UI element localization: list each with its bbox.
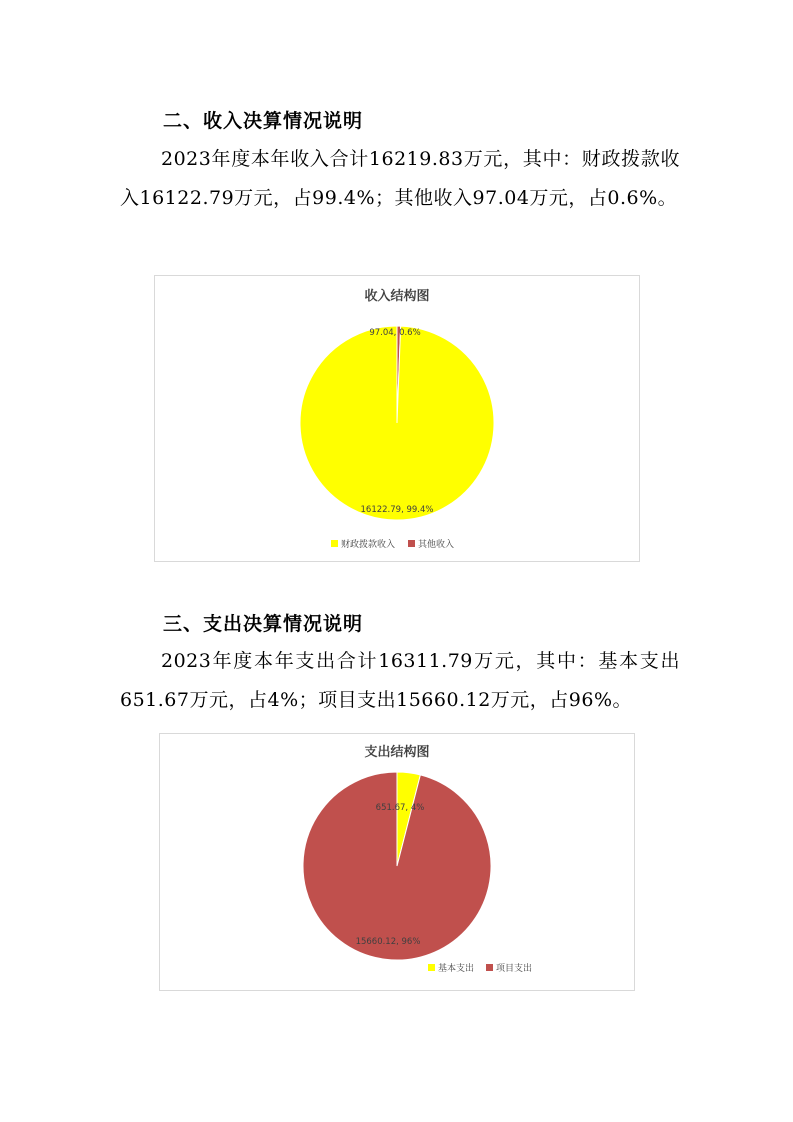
- pie-slice-2: [303, 772, 491, 960]
- income-pie-svg: [155, 276, 639, 561]
- slice-label-basic: 651.67, 4%: [375, 803, 425, 813]
- legend-label-basic: 基本支出: [438, 964, 475, 974]
- slice-label-project: 15660.12, 96%: [355, 937, 421, 947]
- pie-slices: [300, 326, 494, 520]
- chart-title: 支出结构图: [364, 745, 430, 760]
- section-heading-income: 二、收入决算情况说明: [163, 110, 364, 132]
- pie-slice-1: [300, 326, 494, 520]
- legend-swatch-fiscal: [331, 540, 338, 547]
- section-heading-expense: 三、支出决算情况说明: [163, 613, 364, 635]
- slice-label-fiscal-income: 16122.79, 99.4%: [360, 505, 434, 515]
- expense-chart: [159, 733, 635, 991]
- income-paragraph: 2023年度本年收入合计16219.83万元，其中：财政拨款收入16122.79万元，占99.4%；其他收入97.04万元，占0.6%。: [120, 148, 680, 209]
- legend-swatch-project: [486, 964, 493, 971]
- legend-label-fiscal: 财政拨款收入: [341, 540, 396, 550]
- legend-label-other: 其他收入: [418, 540, 455, 550]
- expense-paragraph: 2023年度本年支出合计16311.79万元，其中：基本支出651.67万元，占4%；项目支出15660.12万元，占96%。: [120, 650, 680, 711]
- slice-label-other-income: 97.04, 0.6%: [369, 328, 421, 338]
- legend-label-project: 项目支出: [496, 964, 533, 974]
- pie-slices: [303, 772, 491, 960]
- expense-pie-svg: [160, 734, 634, 990]
- legend-swatch-basic: [428, 964, 435, 971]
- legend-swatch-other: [408, 540, 415, 547]
- income-chart: [154, 275, 640, 562]
- chart-title: 收入结构图: [364, 289, 430, 304]
